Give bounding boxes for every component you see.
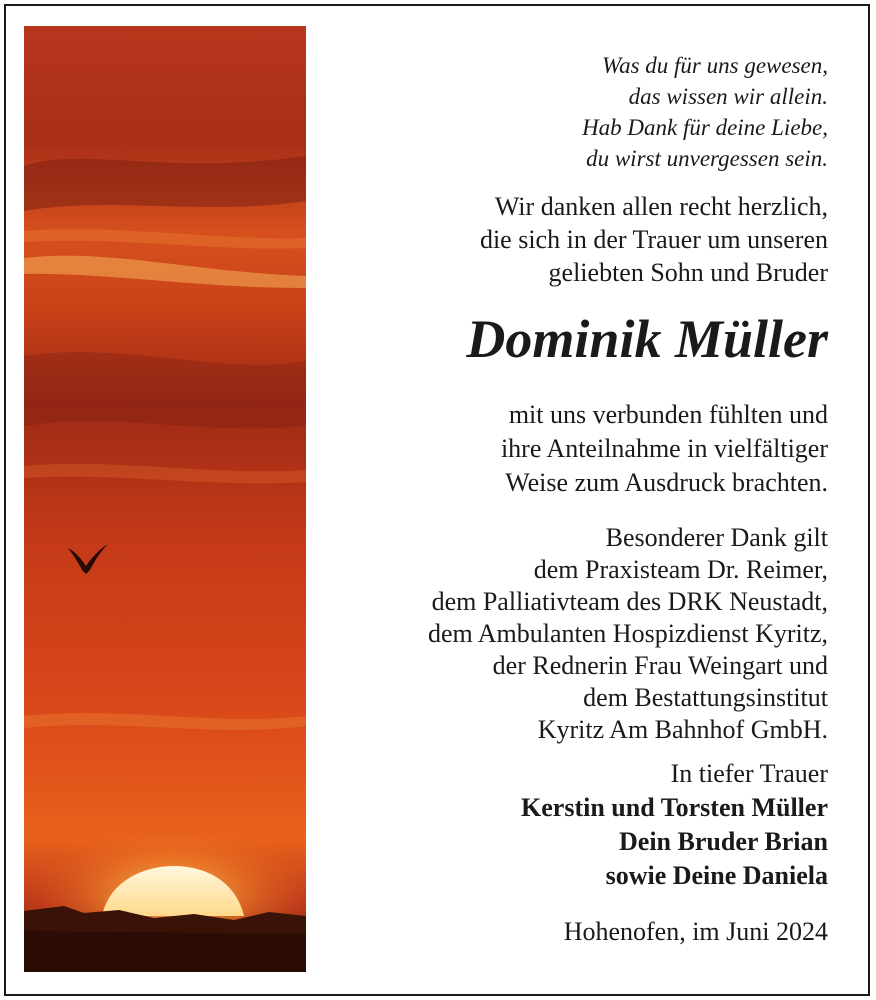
poem-line: das wissen wir allein. — [628, 84, 828, 109]
intro-line: geliebten Sohn und Bruder — [548, 258, 828, 287]
signer-name: Dein Bruder Brian — [619, 827, 828, 856]
sunset-photo — [24, 26, 306, 972]
deceased-name: Dominik Müller — [466, 309, 828, 369]
thanks-line: dem Palliativteam des DRK Neustadt, — [431, 587, 828, 616]
signer-name: sowie Deine Daniela — [605, 861, 828, 890]
thanks-line: dem Bestattungsinstitut — [583, 683, 828, 712]
poem-line: du wirst unvergessen sein. — [586, 146, 828, 171]
mourning-label: In tiefer Trauer — [670, 759, 828, 788]
intro-line: die sich in der Trauer um unseren — [479, 225, 828, 254]
signer-name: Kerstin und Torsten Müller — [521, 793, 828, 822]
thanks-line: dem Ambulanten Hospizdienst Kyritz, — [427, 619, 828, 648]
obituary-frame — [4, 4, 870, 996]
poem-line: Was du für uns gewesen, — [602, 53, 828, 78]
gratitude-line: mit uns verbunden fühlten und — [508, 400, 828, 429]
intro-line: Wir danken allen recht herzlich, — [494, 192, 828, 221]
place-date: Hohenofen, im Juni 2024 — [563, 917, 828, 946]
gratitude-line: ihre Anteilnahme in vielfältiger — [500, 434, 828, 463]
thanks-line: dem Praxisteam Dr. Reimer, — [533, 555, 828, 584]
thanks-line: der Rednerin Frau Weingart und — [492, 651, 828, 680]
poem-line: Hab Dank für deine Liebe, — [582, 115, 828, 140]
thanks-line: Besonderer Dank gilt — [605, 523, 828, 552]
thanks-line: Kyritz Am Bahnhof GmbH. — [537, 715, 828, 744]
gratitude-line: Weise zum Ausdruck brachten. — [505, 468, 828, 497]
